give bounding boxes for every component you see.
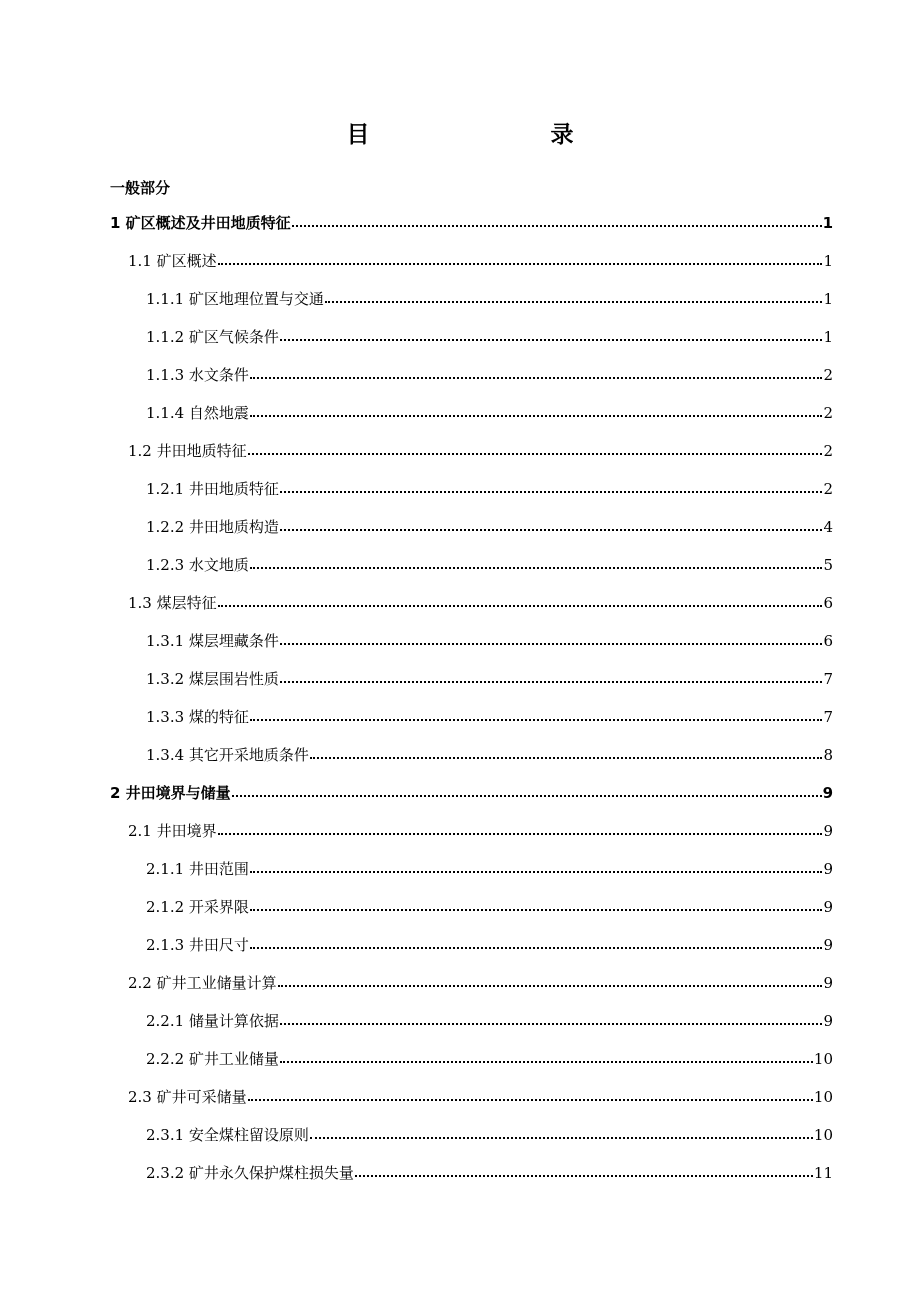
toc-entry[interactable] (0, 242, 920, 280)
toc-entry-title: 1 矿区概述及井田地质特征 (110, 214, 291, 232)
toc-entry-page-number: 2 (823, 480, 833, 498)
toc-entry-page-number: 2 (823, 366, 833, 384)
toc-entry-title: 1.3 煤层特征 (128, 594, 217, 612)
dot-leader (248, 453, 823, 455)
toc-entry-title: 1.1 矿区概述 (128, 252, 217, 270)
dot-leader (280, 1061, 813, 1063)
toc-entry-page-number: 6 (823, 594, 833, 612)
toc-entry[interactable] (0, 356, 920, 394)
toc-entry-page-number: 10 (813, 1088, 833, 1106)
toc-entry-title: 1.1.3 水文条件 (146, 366, 249, 384)
toc-entry-page-number: 7 (823, 708, 833, 726)
dot-leader (278, 985, 823, 987)
toc-entry-title: 2.2.1 储量计算依据 (146, 1012, 279, 1030)
toc-entry[interactable] (0, 508, 920, 546)
toc-entry-title: 2.3.1 安全煤柱留设原则 (146, 1126, 309, 1144)
toc-entry[interactable] (0, 1040, 920, 1078)
toc-entry[interactable] (0, 280, 920, 318)
toc-entry-page-number: 8 (823, 746, 833, 764)
toc-entry[interactable] (0, 850, 920, 888)
dot-leader (280, 643, 823, 645)
dot-leader (280, 339, 823, 341)
toc-entry-page-number: 10 (813, 1050, 833, 1068)
toc-entry[interactable] (0, 774, 920, 812)
toc-entry-title: 2.1.2 开采界限 (146, 898, 249, 916)
toc-entry-title: 1.1.1 矿区地理位置与交通 (146, 290, 324, 308)
toc-entry[interactable] (0, 1116, 920, 1154)
toc-entry[interactable] (0, 1002, 920, 1040)
dot-leader (218, 833, 823, 835)
toc-entry-title: 1.3.4 其它开采地质条件 (146, 746, 309, 764)
toc-entry[interactable] (0, 698, 920, 736)
toc-entry[interactable] (0, 1078, 920, 1116)
toc-entry[interactable] (0, 546, 920, 584)
toc-entry-title: 1.1.4 自然地震 (146, 404, 249, 422)
toc-entry[interactable] (0, 394, 920, 432)
toc-entry-title: 1.2.1 井田地质特征 (146, 480, 279, 498)
dot-leader (310, 757, 823, 759)
toc-entry-page-number: 11 (813, 1164, 833, 1182)
dot-leader (292, 225, 822, 227)
dot-leader (250, 871, 823, 873)
toc-entry-page-number: 9 (823, 898, 833, 916)
toc-list (0, 204, 920, 1192)
toc-entry-title: 2.2.2 矿井工业储量 (146, 1050, 279, 1068)
dot-leader (280, 681, 823, 683)
toc-entry-title: 1.2.3 水文地质 (146, 556, 249, 574)
toc-entry-title: 1.3.3 煤的特征 (146, 708, 249, 726)
toc-entry-title: 2.3 矿井可采储量 (128, 1088, 247, 1106)
toc-entry-page-number: 4 (823, 518, 833, 536)
toc-entry[interactable] (0, 622, 920, 660)
dot-leader (280, 491, 823, 493)
page-title: 目 录 (346, 122, 619, 148)
toc-entry[interactable] (0, 204, 920, 242)
dot-leader (232, 795, 822, 797)
toc-entry-page-number: 9 (823, 1012, 833, 1030)
dot-leader (218, 263, 823, 265)
toc-entry-page-number: 1 (823, 328, 833, 346)
toc-entry-page-number: 9 (823, 860, 833, 878)
dot-leader (355, 1175, 813, 1177)
toc-entry-page-number: 5 (823, 556, 833, 574)
toc-entry[interactable] (0, 470, 920, 508)
dot-leader (218, 605, 823, 607)
toc-entry-page-number: 2 (823, 404, 833, 422)
dot-leader (310, 1137, 813, 1139)
toc-entry[interactable] (0, 888, 920, 926)
toc-entry-title: 1.3.2 煤层围岩性质 (146, 670, 279, 688)
toc-entry-page-number: 1 (823, 252, 833, 270)
toc-entry[interactable] (0, 660, 920, 698)
toc-entry-page-number: 9 (823, 974, 833, 992)
toc-entry[interactable] (0, 1154, 920, 1192)
dot-leader (250, 947, 823, 949)
dot-leader (250, 567, 823, 569)
toc-entry-page-number: 1 (822, 214, 833, 232)
dot-leader (250, 719, 823, 721)
toc-entry[interactable] (0, 812, 920, 850)
toc-entry-title: 2.3.2 矿井永久保护煤柱损失量 (146, 1164, 354, 1182)
dot-leader (248, 1099, 813, 1101)
toc-entry-title: 1.3.1 煤层埋藏条件 (146, 632, 279, 650)
toc-entry[interactable] (0, 926, 920, 964)
toc-entry-page-number: 9 (822, 784, 833, 802)
dot-leader (250, 377, 823, 379)
toc-entry-page-number: 9 (823, 936, 833, 954)
toc-entry-page-number: 2 (823, 442, 833, 460)
toc-entry-page-number: 9 (823, 822, 833, 840)
toc-entry-title: 2.2 矿井工业储量计算 (128, 974, 277, 992)
toc-entry-page-number: 7 (823, 670, 833, 688)
toc-entry-page-number: 10 (813, 1126, 833, 1144)
toc-entry-title: 1.2 井田地质特征 (128, 442, 247, 460)
toc-entry-title: 2 井田境界与储量 (110, 784, 231, 802)
dot-leader (280, 1023, 823, 1025)
dot-leader (325, 301, 823, 303)
section-heading: 一般部分 (110, 179, 171, 197)
toc-entry[interactable] (0, 736, 920, 774)
dot-leader (280, 529, 823, 531)
dot-leader (250, 909, 823, 911)
toc-entry[interactable] (0, 432, 920, 470)
toc-entry-title: 2.1.3 井田尺寸 (146, 936, 249, 954)
toc-entry[interactable] (0, 964, 920, 1002)
toc-entry[interactable] (0, 584, 920, 622)
toc-entry-title: 2.1.1 井田范围 (146, 860, 249, 878)
toc-entry-title: 1.2.2 井田地质构造 (146, 518, 279, 536)
toc-entry-title: 2.1 井田境界 (128, 822, 217, 840)
toc-entry-page-number: 6 (823, 632, 833, 650)
dot-leader (250, 415, 823, 417)
toc-entry-title: 1.1.2 矿区气候条件 (146, 328, 279, 346)
toc-entry-page-number: 1 (823, 290, 833, 308)
toc-entry[interactable] (0, 318, 920, 356)
